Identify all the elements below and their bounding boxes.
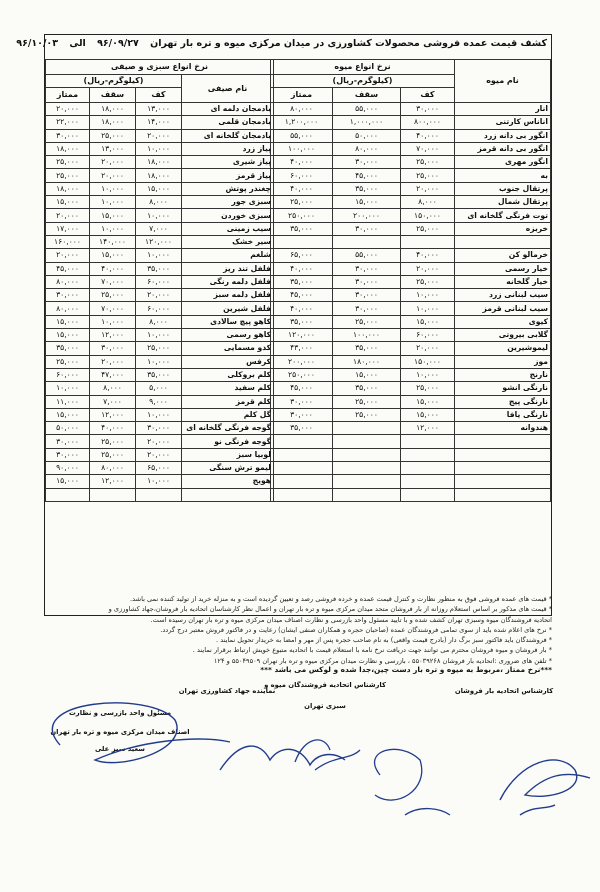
veg-min-cell: ۲۵,۰۰۰ [136, 342, 182, 355]
veg-premium-cell: ۱۵,۰۰۰ [46, 329, 90, 342]
date-to-prefix: الی [69, 38, 86, 49]
veg-premium-cell: ۲۵,۰۰۰ [46, 156, 90, 169]
fruit-name-cell: خیار رسمی [455, 262, 551, 275]
signature-center-left [220, 746, 345, 770]
veg-col-name: نام صیفی [182, 75, 274, 103]
veg-max-cell: ۱۰,۰۰۰ [90, 196, 136, 209]
veg-max-cell: ۱۲,۰۰۰ [90, 475, 136, 488]
veg-col-premium: ممتاز [46, 88, 90, 103]
note-line: * بار فروشان و میوه فروشان محترم می توانند جهت دریافت نرخ نامه با استعلام قیمت با اتحادیه متبوع خویش ارتباط برقرار نمایند . [192, 646, 552, 655]
veg-premium-cell: ۲۲,۰۰۰ [46, 116, 90, 129]
veg-min-cell: ۵,۰۰۰ [136, 382, 182, 395]
veg-min-cell: ۷,۰۰۰ [136, 222, 182, 235]
fruit-premium-cell: ۴۰,۰۰۰ [270, 182, 332, 195]
veg-min-cell: ۱۰,۰۰۰ [136, 249, 182, 262]
fruit-max-cell: ۵۵,۰۰۰ [333, 103, 401, 116]
fruit-max-cell: ۲۵,۰۰۰ [333, 315, 401, 328]
fruit-name-cell: انار [455, 103, 551, 116]
veg-name-cell: بادمجان دلمه ای [182, 103, 274, 116]
veg-min-cell: ۱۰,۰۰۰ [136, 408, 182, 421]
veg-max-cell: ۱۰,۰۰۰ [90, 222, 136, 235]
veg-name-cell: سبزی خوردن [182, 209, 274, 222]
fruit-max-cell: ۲۵,۰۰۰ [333, 408, 401, 421]
fruit-premium-cell: ۳۰,۰۰۰ [270, 395, 332, 408]
fruit-name-cell: به [455, 169, 551, 182]
fruit-name-cell: لیموشیرین [455, 342, 551, 355]
veg-min-cell: ۱۴,۰۰۰ [136, 116, 182, 129]
veg-premium-cell: ۳۰,۰۰۰ [46, 289, 90, 302]
veg-premium-cell: ۴۵,۰۰۰ [46, 262, 90, 275]
fruit-premium-cell: ۲۵۰,۰۰۰ [270, 209, 332, 222]
fruit-max-cell: ۳۰,۰۰۰ [333, 275, 401, 288]
veg-min-cell: ۳۰,۰۰۰ [136, 422, 182, 435]
veg-premium-cell: ۶۰,۰۰۰ [46, 368, 90, 381]
fruit-section-title: نرخ انواع میوه [270, 60, 454, 75]
date-from: ۹۶/۰۹/۲۷ [97, 38, 139, 49]
veg-min-cell: ۲۰,۰۰۰ [136, 448, 182, 461]
veg-name-cell: کلم سفید [182, 382, 274, 395]
veg-min-cell: ۸,۰۰۰ [136, 315, 182, 328]
veg-name-cell: گوجه فرنگی گلخانه ای [182, 422, 274, 435]
fruit-name-cell: انگور بی دانه زرد [455, 129, 551, 142]
veg-name-cell: لوبیا سبز [182, 448, 274, 461]
veg-name-cell: کرفس [182, 355, 274, 368]
fruit-min-cell: ۲۵,۰۰۰ [401, 382, 455, 395]
fruit-min-cell: ۱۵,۰۰۰ [401, 408, 455, 421]
fruit-min-cell: ۴۰,۰۰۰ [401, 129, 455, 142]
veg-premium-cell: ۲۰,۰۰۰ [46, 103, 90, 116]
fruit-premium-cell: ۴۵,۰۰۰ [270, 382, 332, 395]
fruit-premium-cell: ۵۵,۰۰۰ [270, 129, 332, 142]
signatory-title: سبزی تهران [304, 702, 346, 710]
veg-min-cell: ۱۰,۰۰۰ [136, 209, 182, 222]
veg-min-cell: ۱۸,۰۰۰ [136, 156, 182, 169]
fruit-min-cell: ۲۵,۰۰۰ [401, 222, 455, 235]
veg-name-cell: کلم قرمز [182, 395, 274, 408]
veg-premium-cell: ۱۷,۰۰۰ [46, 222, 90, 235]
veg-min-cell: ۳۵,۰۰۰ [136, 368, 182, 381]
fruit-name-cell: هندوانه [455, 422, 551, 435]
veg-min-cell: ۲۰,۰۰۰ [136, 435, 182, 448]
fruit-min-cell: ۱۰,۰۰۰ [401, 368, 455, 381]
fruit-min-cell: ۲۰,۰۰۰ [401, 262, 455, 275]
fruit-max-cell: ۵۵,۰۰۰ [333, 249, 401, 262]
veg-name-cell: سیر خشک [182, 235, 274, 248]
note-line: * نرخ های اعلام شده باید از سوی تمامی فروشندگان عمده (صاحبان حجره و همکاران صنفی ایشان) رعایت و در فاکتور فروش معتبر درج گردد. [160, 625, 552, 634]
date-to: ۹۶/۱۰/۰۳ [16, 38, 59, 49]
fruit-min-cell: ۲۰,۰۰۰ [401, 342, 455, 355]
fruit-premium-cell: ۲۰۰,۰۰۰ [270, 355, 332, 368]
veg-name-cell: کدو مسمایی [182, 342, 274, 355]
veg-max-cell: ۲۵,۰۰۰ [90, 448, 136, 461]
veg-max-cell: ۷۰,۰۰۰ [90, 275, 136, 288]
fruit-min-cell: ۳۰,۰۰۰ [401, 103, 455, 116]
fruit-max-cell: ۳۰,۰۰۰ [333, 262, 401, 275]
fruit-premium-cell: ۲۵۰,۰۰۰ [270, 368, 332, 381]
fruit-col-name: نام میوه [455, 60, 551, 103]
veg-max-cell: ۸,۰۰۰ [90, 382, 136, 395]
fruit-min-cell: ۱۰,۰۰۰ [401, 302, 455, 315]
fruit-name-cell: نارنج [455, 368, 551, 381]
veg-name-cell: فلفل شیرین [182, 302, 274, 315]
veg-max-cell: ۱۳,۰۰۰ [90, 142, 136, 155]
fruit-max-cell: ۳۵,۰۰۰ [333, 342, 401, 355]
veg-premium-cell: ۱۶۰,۰۰۰ [46, 235, 90, 248]
veg-name-cell: سبزی جور [182, 196, 274, 209]
fruit-max-cell: ۳۵,۰۰۰ [333, 182, 401, 195]
veg-max-cell: ۷,۰۰۰ [90, 395, 136, 408]
veg-max-cell: ۱۵,۰۰۰ [90, 249, 136, 262]
veg-max-cell: ۴۷,۰۰۰ [90, 368, 136, 381]
fruit-max-cell: ۳۰,۰۰۰ [333, 156, 401, 169]
fruit-premium-cell: ۶۰,۰۰۰ [270, 169, 332, 182]
fruit-premium-cell: ۴۵,۰۰۰ [270, 289, 332, 302]
fruit-premium-cell: ۲۵,۰۰۰ [270, 196, 332, 209]
veg-col-min: کف [136, 88, 182, 103]
fruit-name-cell: پرتقال شمال [455, 196, 551, 209]
fruit-name-cell: سیب لبنانی قرمز [455, 302, 551, 315]
veg-max-cell: ۲۰,۰۰۰ [90, 156, 136, 169]
veg-premium-cell: ۸۰,۰۰۰ [46, 302, 90, 315]
veg-premium-cell: ۱۵,۰۰۰ [46, 408, 90, 421]
veg-name-cell: لیمو ترش سنگی [182, 462, 274, 475]
veg-max-cell: ۱۰,۰۰۰ [90, 182, 136, 195]
veg-name-cell: بادمجان گلخانه ای [182, 129, 274, 142]
veg-min-cell: ۱۰,۰۰۰ [136, 329, 182, 342]
fruit-premium-cell: ۱۰۰,۰۰۰ [270, 142, 332, 155]
fruit-premium-cell: ۱,۲۰۰,۰۰۰ [270, 116, 332, 129]
veg-min-cell: ۶۰,۰۰۰ [136, 275, 182, 288]
veg-name-cell: گوجه فرنگی نو [182, 435, 274, 448]
fruit-name-cell: توت فرنگی گلخانه ای [455, 209, 551, 222]
fruit-min-cell: ۲۰,۰۰۰ [401, 182, 455, 195]
veg-max-cell: ۱۲,۰۰۰ [90, 408, 136, 421]
veg-min-cell: ۱۰,۰۰۰ [136, 142, 182, 155]
signatory-title: نماینده جهاد کشاورزی تهران [178, 687, 276, 695]
veg-min-cell: ۲۰,۰۰۰ [136, 129, 182, 142]
fruit-max-cell: ۲۵,۰۰۰ [333, 395, 401, 408]
veg-min-cell: ۹,۰۰۰ [136, 395, 182, 408]
fruit-premium-cell: ۴۰,۰۰۰ [270, 262, 332, 275]
veg-min-cell: ۱۳,۰۰۰ [136, 103, 182, 116]
veg-section-title: نرخ انواع سبزی و صیفی [46, 60, 274, 75]
veg-name-cell: سیب زمینی [182, 222, 274, 235]
fruit-max-cell: ۴۵,۰۰۰ [333, 169, 401, 182]
fruit-max-cell: ۱۵,۰۰۰ [333, 196, 401, 209]
veg-min-cell: ۶۰,۰۰۰ [136, 302, 182, 315]
veg-max-cell: ۱۸,۰۰۰ [90, 116, 136, 129]
note-line: * فروشندگان باید فاکتور سبز برگ دار (بادرج قیمت واقعی) به نام صاحب حجره پس از مهر و امضا به خریدار تحویل نمایند . [216, 636, 552, 645]
veg-max-cell: ۲۵,۰۰۰ [90, 289, 136, 302]
note-line: * تلفن های ضروری :اتحادیه بار فروشان ۵۵۰۳۹۲۶۸ ، بازرسی و نظارت میدان مرکزی میوه و تره بار تهران ۵۵۰۴۹۵۰۹ و ۱۲۴ [213, 656, 552, 665]
veg-min-cell: ۶۵,۰۰۰ [136, 462, 182, 475]
veg-min-cell: ۸,۰۰۰ [136, 196, 182, 209]
veg-max-cell: ۲۵,۰۰۰ [90, 129, 136, 142]
veg-name-cell: فلفل دلمه رنگی [182, 275, 274, 288]
veg-max-cell: ۱۵,۰۰۰ [90, 209, 136, 222]
veg-premium-cell: ۱۸,۰۰۰ [46, 142, 90, 155]
fruit-premium-cell: ۱۲۰,۰۰۰ [270, 329, 332, 342]
fruit-min-cell: ۷۰,۰۰۰ [401, 142, 455, 155]
veg-name-cell: بادمجان قلمی [182, 116, 274, 129]
veg-min-cell: ۱۵,۰۰۰ [136, 182, 182, 195]
veg-premium-cell: ۱۵,۰۰۰ [46, 315, 90, 328]
veg-name-cell: گل کلم [182, 408, 274, 421]
veg-name-cell: کلم بروکلی [182, 368, 274, 381]
note-line: * قیمت های مذکور بر اساس استعلام روزانه از بار فروشان متحد میدان مرکزی میوه و تره بار تهران و اعمال نظر کارشناسان اتحادیه بار فروشان،جهاد کشاورزی و [108, 605, 552, 614]
fruit-name-cell: نارنگی یافا [455, 408, 551, 421]
fruit-max-cell: ۸۰,۰۰۰ [333, 142, 401, 155]
signatory-title: کارشناس اتحادیه بار فروشان [454, 687, 554, 695]
fruit-premium-cell: ۳۵,۰۰۰ [270, 422, 332, 435]
fruit-max-cell: ۳۰,۰۰۰ [333, 302, 401, 315]
veg-name-cell: فلفل دلمه سبز [182, 289, 274, 302]
veg-premium-cell: ۱۵,۰۰۰ [46, 475, 90, 488]
fruit-max-cell: ۲۰۰,۰۰۰ [333, 209, 401, 222]
veg-col-max: سقف [90, 88, 136, 103]
veg-premium-cell: ۱۰,۰۰۰ [46, 382, 90, 395]
fruit-name-cell: انگور مهری [455, 156, 551, 169]
fruit-min-cell: ۴۰,۰۰۰ [401, 249, 455, 262]
veg-name-cell: کاهو پیچ سالادی [182, 315, 274, 328]
veg-premium-cell: ۱۱,۰۰۰ [46, 395, 90, 408]
fruit-name-cell: انگور بی دانه قرمز [455, 142, 551, 155]
title-main: کشف قیمت عمده فروشی محصولات کشاورزی در میدان مرکزی میوه و تره بار تهران [150, 38, 547, 49]
signature-left [52, 703, 230, 763]
veg-min-cell: ۲۰,۰۰۰ [136, 289, 182, 302]
note-line: اتحادیه فروشندگان میوه وسبزی تهران کشف شده و با تایید مسئول واحد بازرسی و نظارت اصناف میدان مرکزی میوه و تره بار تهران رسیده است. [150, 615, 552, 624]
veg-premium-cell: ۲۵,۰۰۰ [46, 169, 90, 182]
fruit-max-cell: ۱۸۰,۰۰۰ [333, 355, 401, 368]
fruit-col-max: سقف [333, 88, 401, 103]
fruit-name-cell: نارنگی انشو [455, 382, 551, 395]
veg-max-cell: ۲۰,۰۰۰ [90, 169, 136, 182]
fruit-min-cell: ۱۲,۰۰۰ [401, 422, 455, 435]
fruit-max-cell: ۱۵,۰۰۰ [333, 368, 401, 381]
fruit-name-cell: پرتقال جنوب [455, 182, 551, 195]
veg-premium-cell: ۱۵,۰۰۰ [46, 196, 90, 209]
veg-name-cell: پیاز قرمز [182, 169, 274, 182]
veg-premium-cell: ۳۰,۰۰۰ [46, 448, 90, 461]
veg-max-cell: ۱۲,۰۰۰ [90, 329, 136, 342]
veg-max-cell: ۴۰,۰۰۰ [90, 262, 136, 275]
fruit-min-cell: ۱۵,۰۰۰ [401, 315, 455, 328]
fruit-premium-cell: ۳۵,۰۰۰ [270, 315, 332, 328]
fruit-min-cell: ۲۵,۰۰۰ [401, 275, 455, 288]
fruit-min-cell: ۶۰,۰۰۰ [401, 329, 455, 342]
veg-premium-cell: ۳۰,۰۰۰ [46, 435, 90, 448]
fruit-premium-cell: ۶۵,۰۰۰ [270, 249, 332, 262]
veg-max-cell: ۴۰,۰۰۰ [90, 422, 136, 435]
veg-name-cell: پیاز زرد [182, 142, 274, 155]
fruit-name-cell: گلابی بیروتی [455, 329, 551, 342]
fruit-min-cell: ۸,۰۰۰ [401, 196, 455, 209]
fruit-max-cell: ۳۰,۰۰۰ [333, 222, 401, 235]
veg-min-cell: ۱۰,۰۰۰ [136, 475, 182, 488]
signatory-title: اصناف میدان مرکزی میوه و تره بار تهران [50, 728, 190, 736]
veg-max-cell: ۳۰,۰۰۰ [90, 342, 136, 355]
veg-max-cell: ۱۸,۰۰۰ [90, 103, 136, 116]
fruit-name-cell: موز [455, 355, 551, 368]
fruit-name-cell: نارنگی پیج [455, 395, 551, 408]
fruit-min-cell: ۱۵۰,۰۰۰ [401, 355, 455, 368]
fruit-premium-cell: ۳۵,۰۰۰ [270, 275, 332, 288]
fruit-name-cell: کیوی [455, 315, 551, 328]
veg-max-cell: ۸۰,۰۰۰ [90, 462, 136, 475]
fruit-max-cell: ۳۵,۰۰۰ [333, 382, 401, 395]
veg-min-cell: ۱۲۰,۰۰۰ [136, 235, 182, 248]
veg-name-cell: فلفل تند ریز [182, 262, 274, 275]
veg-premium-cell: ۵۰,۰۰۰ [46, 422, 90, 435]
fruit-max-cell: ۱,۰۰۰,۰۰۰ [333, 116, 401, 129]
fruit-max-cell: ۵۰,۰۰۰ [333, 129, 401, 142]
fruit-premium-cell: ۴۳,۰۰۰ [270, 342, 332, 355]
veg-premium-cell: ۲۰,۰۰۰ [46, 249, 90, 262]
signatory-name: سعید سبز علی [95, 745, 145, 753]
fruit-name-cell: اناناس کارتنی [455, 116, 551, 129]
note-line: * قیمت های عمده فروشی فوق به منظور نظارت و کنترل قیمت عمده و خرده فروشی رصد و تعیین گردیده است و به منزله خرید از تولید کننده نمی باشد. [130, 595, 552, 603]
fruit-col-premium: ممتاز [270, 88, 332, 103]
fruit-min-cell: ۲۵,۰۰۰ [401, 169, 455, 182]
fruit-name-cell: خرمالو کن [455, 249, 551, 262]
fruit-min-cell: ۲۵,۰۰۰ [401, 156, 455, 169]
veg-max-cell: ۲۰,۰۰۰ [90, 355, 136, 368]
veg-premium-cell: ۸۰,۰۰۰ [46, 275, 90, 288]
fruit-name-cell: خربزه [455, 222, 551, 235]
fruit-min-cell: ۸۰۰,۰۰۰ [401, 116, 455, 129]
veg-max-cell: ۱۴۰,۰۰۰ [90, 235, 136, 248]
veg-name-cell: چغندر پوتش [182, 182, 274, 195]
fruit-unit: (کیلوگرم-ریال) [270, 75, 454, 88]
fruit-premium-cell: ۴۰,۰۰۰ [270, 156, 332, 169]
veg-premium-cell: ۲۰,۰۰۰ [46, 209, 90, 222]
fruit-min-cell: ۱۵,۰۰۰ [401, 395, 455, 408]
fruit-premium-cell: ۳۰,۰۰۰ [270, 408, 332, 421]
signatory-title: مسئول واحد بازرسی و نظارت [68, 709, 172, 717]
fruit-name-cell: سیب لبنانی زرد [455, 289, 551, 302]
veg-premium-cell: ۲۵,۰۰۰ [46, 355, 90, 368]
veg-max-cell: ۲۵,۰۰۰ [90, 435, 136, 448]
veg-premium-cell: ۱۸,۰۰۰ [46, 182, 90, 195]
fruit-min-cell: ۱۵۰,۰۰۰ [401, 209, 455, 222]
signatory-title: کارشناس اتحادیه فروشندگان میوه و [264, 681, 386, 689]
veg-name-cell: کاهو رسمی [182, 329, 274, 342]
veg-unit: (کیلوگرم-ریال) [46, 75, 182, 88]
veg-name-cell: شلغم [182, 249, 274, 262]
fruit-premium-cell: ۴۰,۰۰۰ [270, 302, 332, 315]
fruit-premium-cell: ۳۵,۰۰۰ [270, 222, 332, 235]
veg-min-cell: ۱۰,۰۰۰ [136, 355, 182, 368]
veg-min-cell: ۱۸,۰۰۰ [136, 169, 182, 182]
fruit-max-cell: ۱۰۰,۰۰۰ [333, 329, 401, 342]
fruit-name-cell: خیار گلخانه [455, 275, 551, 288]
premium-note: ***نرخ ممتاز ،مربوط به میوه و تره بار دست چین،جدا شده و لوکس می باشد *** [260, 665, 552, 674]
veg-premium-cell: ۳۰,۰۰۰ [46, 129, 90, 142]
signature-right-center [375, 749, 450, 815]
veg-min-cell: ۳۵,۰۰۰ [136, 262, 182, 275]
fruit-premium-cell: ۸۰,۰۰۰ [270, 103, 332, 116]
veg-max-cell: ۱۰,۰۰۰ [90, 315, 136, 328]
fruit-col-min: کف [401, 88, 455, 103]
veg-premium-cell: ۹۰,۰۰۰ [46, 462, 90, 475]
veg-name-cell: پیاز شیری [182, 156, 274, 169]
veg-max-cell: ۷۰,۰۰۰ [90, 302, 136, 315]
fruit-min-cell: ۱۰,۰۰۰ [401, 289, 455, 302]
veg-name-cell: هویج [182, 475, 274, 488]
veg-premium-cell: ۳۵,۰۰۰ [46, 342, 90, 355]
signature-right [500, 760, 590, 815]
fruit-max-cell: ۳۰,۰۰۰ [333, 289, 401, 302]
